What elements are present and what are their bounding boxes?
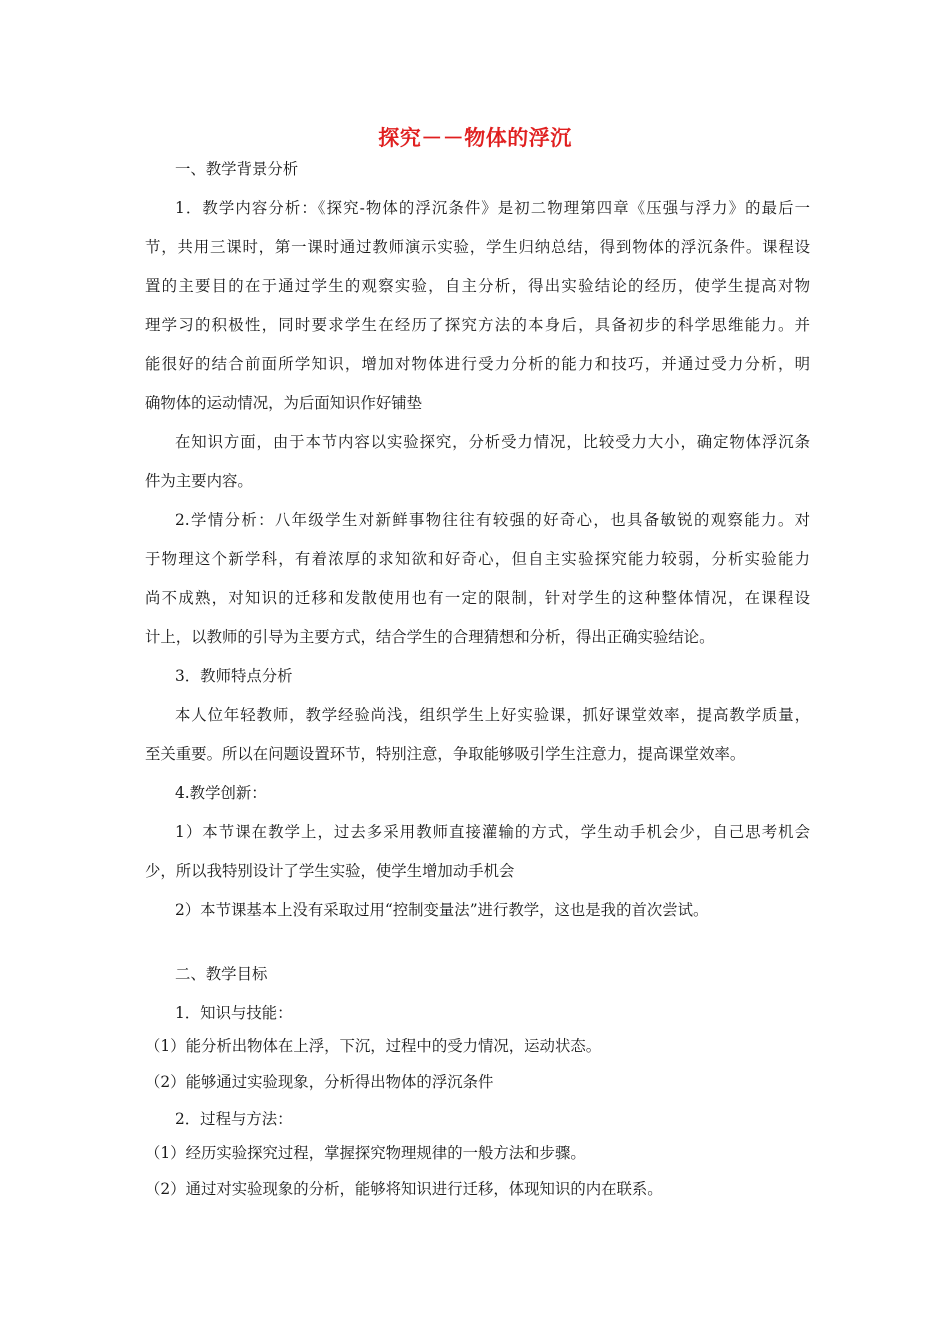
paragraph-line: 件为主要内容。 [145,472,253,490]
document-title: 探究－－物体的浮沉 [378,126,572,150]
subsection-heading: 4.教学创新： [175,784,267,802]
paragraph-line: 在知识方面，由于本节内容以实验探究，分析受力情况，比较受力大小，确定物体浮沉条 [175,433,810,451]
subsection-heading: 2．过程与方法： [175,1110,293,1128]
paragraph-line: 2.学情分析：八年级学生对新鲜事物往往有较强的好奇心，也具备敏锐的观察能力。对 [175,511,810,529]
paragraph-line: 确物体的运动情况，为后面知识作好铺垫 [145,394,423,412]
list-item: （1）能分析出物体在上浮，下沉，过程中的受力情况，运动状态。 [145,1037,602,1055]
paragraph-line: 置的主要目的在于通过学生的观察实验，自主分析，得出实验结论的经历，使学生提高对物 [145,277,810,295]
paragraph-line: 2）本节课基本上没有采取过用“控制变量法”进行教学，这也是我的首次尝试。 [175,901,709,919]
paragraph-line: 于物理这个新学科，有着浓厚的求知欲和好奇心，但自主实验探究能力较弱，分析实验能力 [145,550,810,568]
paragraph-line: 少，所以我特别设计了学生实验，使学生增加动手机会 [145,862,515,880]
paragraph-line: 能很好的结合前面所学知识，增加对物体进行受力分析的能力和技巧，并通过受力分析，明 [145,355,810,373]
paragraph-line: 理学习的积极性，同时要求学生在经历了探究方法的本身后，具备初步的科学思维能力。并 [145,316,810,334]
list-item: （2）能够通过实验现象，分析得出物体的浮沉条件 [145,1073,494,1091]
paragraph-line: 计上，以教师的引导为主要方式，结合学生的合理猜想和分析，得出正确实验结论。 [145,628,715,646]
paragraph-line: 节，共用三课时，第一课时通过教师演示实验，学生归纳总结，得到物体的浮沉条件。课程设 [145,238,810,256]
subsection-heading: 3．教师特点分析 [175,667,293,685]
section-heading-background: 一、教学背景分析 [175,160,299,178]
paragraph-line: 本人位年轻教师，教学经验尚浅，组织学生上好实验课，抓好课堂效率，提高教学质量， [175,706,810,724]
paragraph-line: 尚不成熟，对知识的迁移和发散使用也有一定的限制，针对学生的这种整体情况，在课程设 [145,589,810,607]
subsection-heading: 1．知识与技能： [175,1004,293,1022]
list-item: （2）通过对实验现象的分析，能够将知识进行迁移，体现知识的内在联系。 [145,1180,663,1198]
paragraph-line: 1）本节课在教学上，过去多采用教师直接灌输的方式，学生动手机会少，自己思考机会 [175,823,810,841]
section-heading-goals: 二、教学目标 [175,965,268,983]
paragraph-line: 1．教学内容分析：《探究-物体的浮沉条件》是初二物理第四章《压强与浮力》的最后一 [175,199,810,217]
paragraph-line: 至关重要。所以在问题设置环节，特别注意，争取能够吸引学生注意力，提高课堂效率。 [145,745,746,763]
list-item: （1）经历实验探究过程，掌握探究物理规律的一般方法和步骤。 [145,1144,586,1162]
